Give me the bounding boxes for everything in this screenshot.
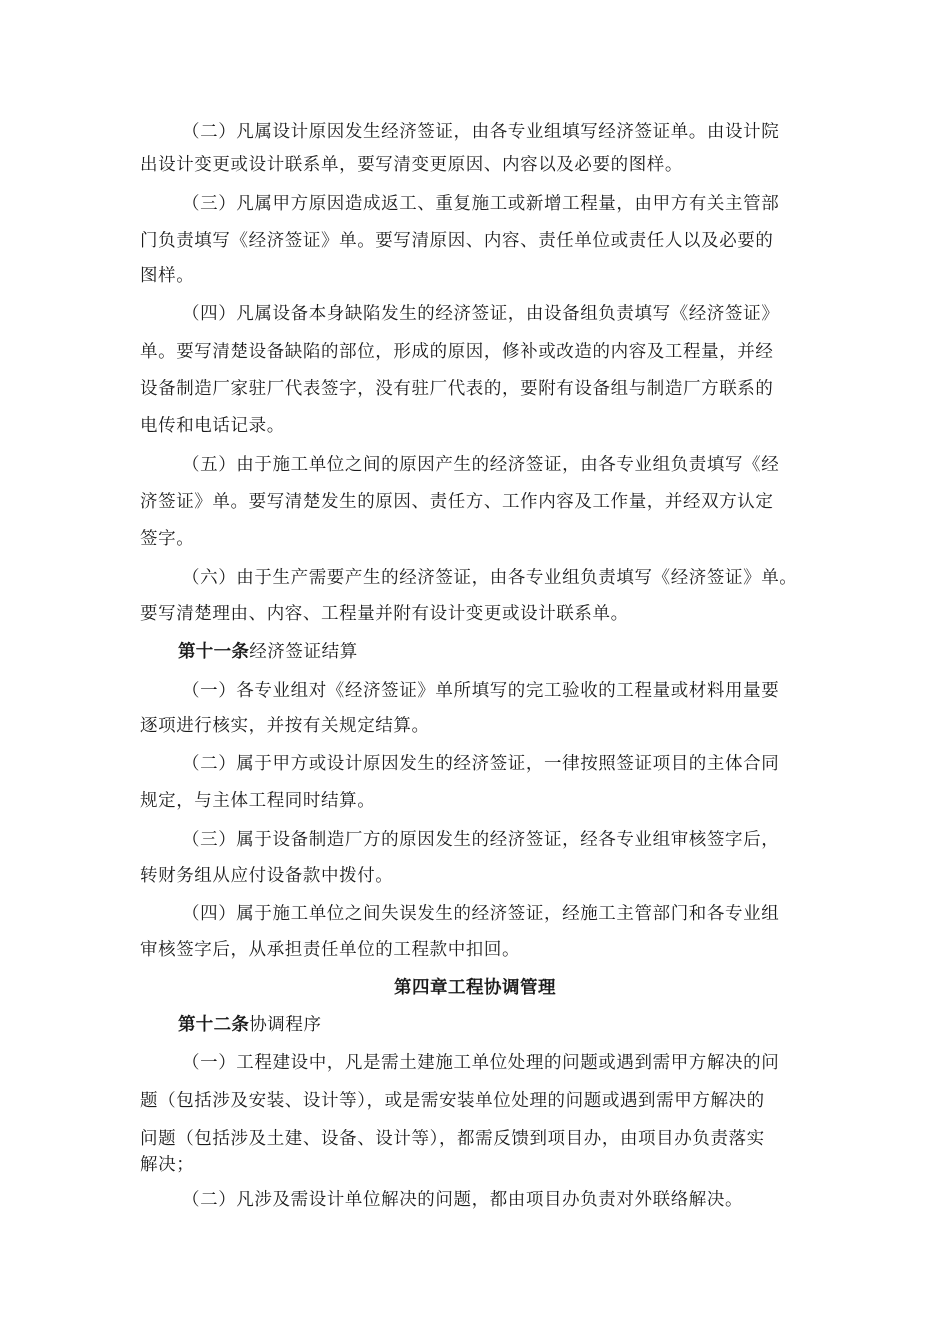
paragraph-line: 规定，与主体工程同时结算。 — [140, 791, 376, 811]
paragraph-line: （二）凡属设计原因发生经济签证，由各专业组填写经济签证单。由设计院 — [182, 122, 780, 142]
article-label: 第十二条 — [178, 1015, 250, 1035]
article-title: 经济签证结算 — [249, 642, 358, 662]
article-heading — [178, 1013, 322, 1037]
paragraph-line: 电传和电话记录。 — [140, 416, 285, 436]
paragraph-line: 出设计变更或设计联系单，要写清变更原因、内容以及必要的图样。 — [140, 155, 683, 175]
paragraph-line: 图样。 — [140, 266, 195, 286]
paragraph-line: （四）凡属设备本身缺陷发生的经济签证，由设备组负责填写《经济签证》 — [182, 304, 780, 324]
paragraph-line: 济签证》单。要写清楚发生的原因、责任方、工作内容及工作量，并经双方认定 — [140, 492, 774, 512]
paragraph-line: （二）凡涉及需设计单位解决的问题，都由项目办负责对外联络解决。 — [182, 1190, 744, 1210]
paragraph-line: 题（包括涉及安装、设计等），或是需安装单位处理的问题或遇到需甲方解决的 — [140, 1091, 765, 1111]
paragraph-line: 门负责填写《经济签证》单。要写清原因、内容、责任单位或责任人以及必要的 — [140, 231, 774, 251]
paragraph-line: 问题（包括涉及土建、设备、设计等），都需反馈到项目办，由项目办负责落实 — [140, 1129, 765, 1149]
paragraph-line: 转财务组从应付设备款中拨付。 — [140, 866, 394, 886]
paragraph-line: （三）属于设备制造厂方的原因发生的经济签证，经各专业组审核签字后， — [182, 830, 780, 850]
paragraph-line: 逐项进行核实，并按有关规定结算。 — [140, 716, 430, 736]
article-heading — [178, 640, 358, 664]
paragraph-line: 签字。 — [140, 529, 195, 549]
paragraph-line: 要写清楚理由、内容、工程量并附有设计变更或设计联系单。 — [140, 604, 629, 624]
paragraph-line: 审核签字后，从承担责任单位的工程款中扣回。 — [140, 940, 521, 960]
chapter-heading: 第四章工程协调管理 — [394, 978, 556, 998]
paragraph-line: 设备制造厂家驻厂代表签字，没有驻厂代表的，要附有设备组与制造厂方联系的 — [140, 379, 774, 399]
paragraph-line: 解决； — [140, 1155, 195, 1175]
paragraph-line: （六）由于生产需要产生的经济签证，由各专业组负责填写《经济签证》单。 — [182, 568, 798, 588]
paragraph-line: （一）各专业组对《经济签证》单所填写的完工验收的工程量或材料用量要 — [182, 681, 780, 701]
article-title: 协调程序 — [249, 1015, 322, 1035]
article-label: 第十一条 — [178, 642, 250, 662]
paragraph-line: （五）由于施工单位之间的原因产生的经济签证，由各专业组负责填写《经 — [182, 455, 780, 475]
paragraph-line: （四）属于施工单位之间失误发生的经济签证，经施工主管部门和各专业组 — [182, 904, 780, 924]
paragraph-line: （三）凡属甲方原因造成返工、重复施工或新增工程量，由甲方有关主管部 — [182, 194, 780, 214]
paragraph-line: （一）工程建设中，凡是需土建施工单位处理的问题或遇到需甲方解决的问 — [182, 1053, 780, 1073]
paragraph-line: 单。要写清楚设备缺陷的部位，形成的原因，修补或改造的内容及工程量，并经 — [140, 342, 774, 362]
paragraph-line: （二）属于甲方或设计原因发生的经济签证，一律按照签证项目的主体合同 — [182, 754, 780, 774]
